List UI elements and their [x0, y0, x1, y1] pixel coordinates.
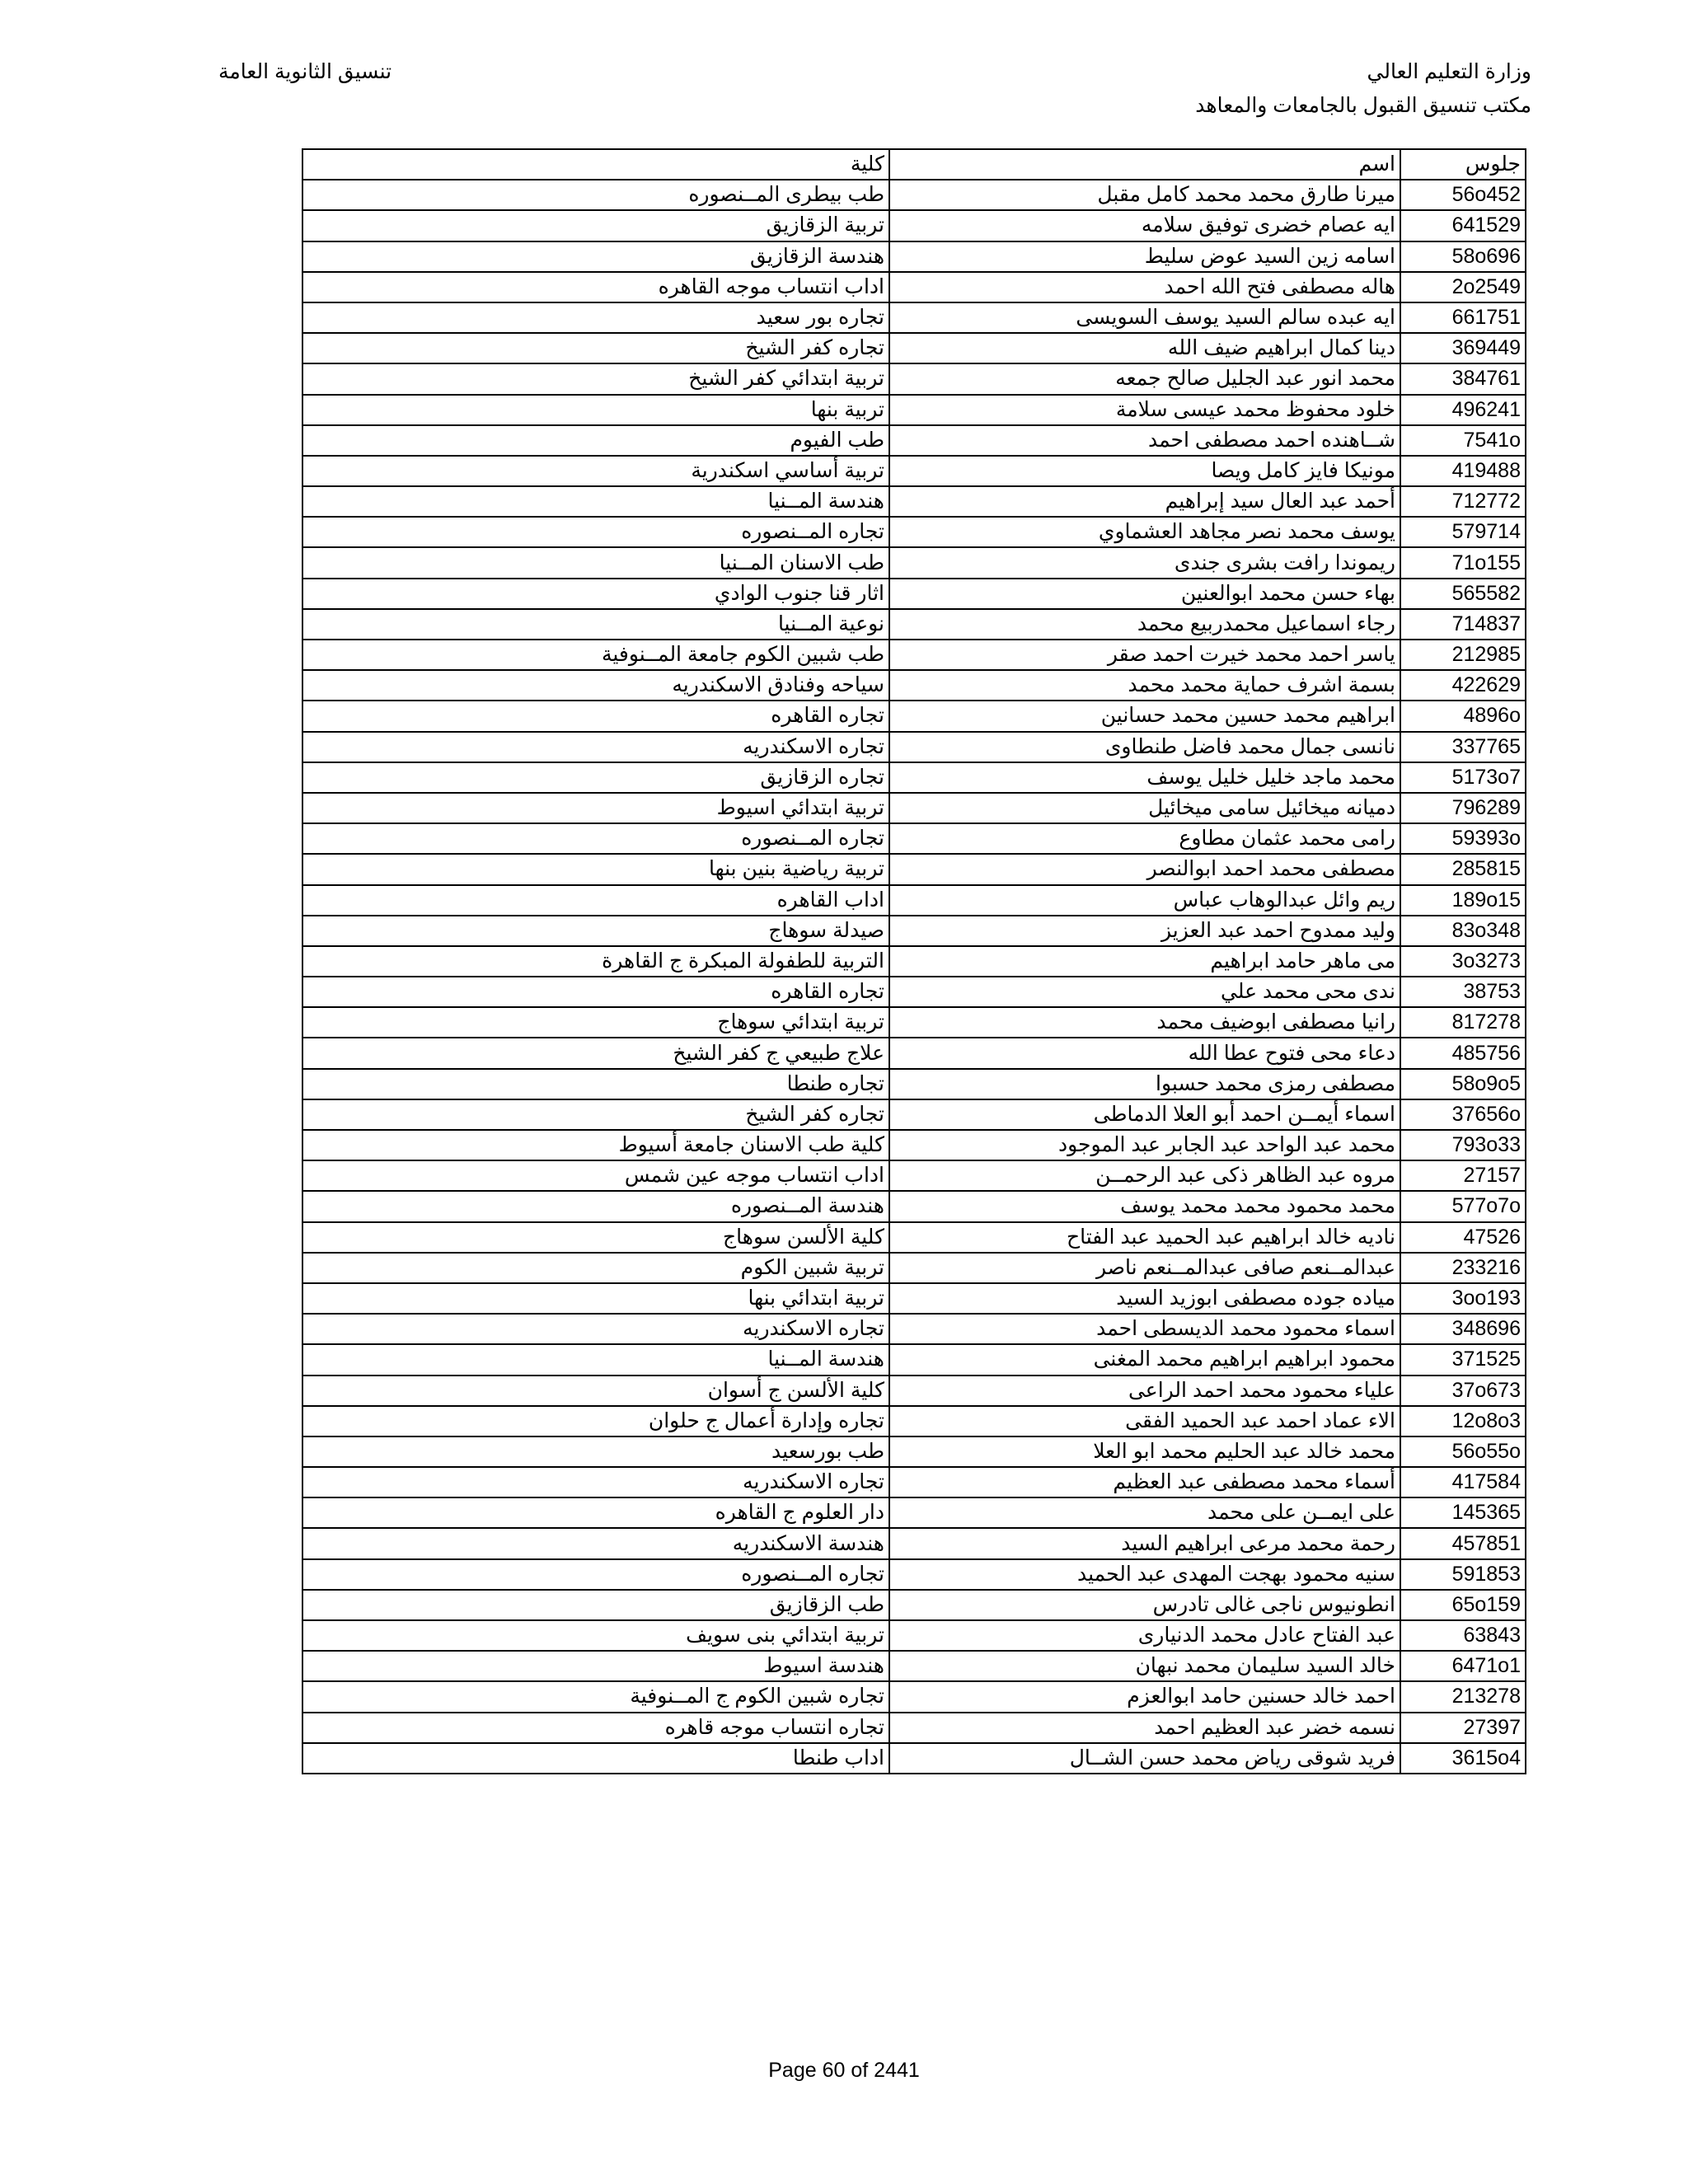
- college-cell: تجاره الاسكندريه: [302, 1467, 889, 1497]
- table-row: [302, 395, 1526, 425]
- name-cell: وليد ممدوح احمد عبد العزيز: [889, 916, 1400, 946]
- name-cell: على ايمــن على محمد: [889, 1497, 1400, 1528]
- name-cell: خلود محفوظ محمد عيسى سلامة: [889, 395, 1400, 425]
- name-cell: احمد خالد حسنين حامد ابوالعزم: [889, 1681, 1400, 1712]
- table-row: [302, 609, 1526, 640]
- seat-cell: 4896o: [1400, 701, 1526, 731]
- college-cell: تربية ابتدائي سوهاج: [302, 1007, 889, 1038]
- table-row: [302, 425, 1526, 456]
- name-cell: سنيه محمود بهجت المهدى عبد الحميد: [889, 1559, 1400, 1590]
- name-cell: نسمه خضر عبد العظيم احمد: [889, 1713, 1400, 1743]
- seat-cell: 3615o4: [1400, 1743, 1526, 1774]
- name-cell: محمد عبد الواحد عبد الجابر عبد الموجود: [889, 1130, 1400, 1160]
- college-cell: طب بورسعيد: [302, 1436, 889, 1467]
- name-cell: محمد ماجد خليل خليل يوسف: [889, 762, 1400, 793]
- seat-cell: 189o15: [1400, 885, 1526, 916]
- seat-cell: 37656o: [1400, 1099, 1526, 1130]
- college-cell: هندسة اسيوط: [302, 1651, 889, 1681]
- seat-cell: 661751: [1400, 302, 1526, 333]
- table-row: [302, 640, 1526, 670]
- table-row: [302, 1160, 1526, 1191]
- college-cell: تربية ابتدائي كفر الشيخ: [302, 363, 889, 394]
- college-cell: طب الاسنان المــنيا: [302, 547, 889, 578]
- seat-cell: 233216: [1400, 1253, 1526, 1283]
- college-cell: طب الزقازيق: [302, 1590, 889, 1620]
- college-cell: هندسة المــنصوره: [302, 1191, 889, 1221]
- seat-cell: 712772: [1400, 486, 1526, 517]
- seat-cell: 285815: [1400, 854, 1526, 884]
- seat-cell: 348696: [1400, 1314, 1526, 1344]
- seat-cell: 369449: [1400, 333, 1526, 363]
- seat-cell: 419488: [1400, 456, 1526, 486]
- table-row: [302, 1590, 1526, 1620]
- table-row: [302, 823, 1526, 854]
- office-title: مكتب تنسيق القبول بالجامعات والمعاهد: [1195, 94, 1531, 117]
- name-cell: ميرنا طارق محمد محمد كامل مقبل: [889, 180, 1400, 210]
- table-row: [302, 732, 1526, 762]
- college-cell: تربية الزقازيق: [302, 210, 889, 241]
- college-cell: تربية ابتدائي بنها: [302, 1283, 889, 1314]
- name-cell: مصطفى رمزى محمد حسبوا: [889, 1069, 1400, 1099]
- seat-cell: 59393o: [1400, 823, 1526, 854]
- seat-cell: 579714: [1400, 517, 1526, 547]
- seat-cell: 565582: [1400, 579, 1526, 609]
- college-cell: نوعية المــنيا: [302, 609, 889, 640]
- college-cell: سياحه وفنادق الاسكندريه: [302, 670, 889, 701]
- name-cell: ابراهيم محمد حسين محمد حسانين: [889, 701, 1400, 731]
- name-cell: خالد السيد سليمان محمد نبهان: [889, 1651, 1400, 1681]
- seat-cell: 3o3273: [1400, 946, 1526, 977]
- college-cell: كلية الألسن سوهاج: [302, 1222, 889, 1253]
- name-cell: مصطفى محمد احمد ابوالنصر: [889, 854, 1400, 884]
- table-row: [302, 180, 1526, 210]
- name-cell: دعاء محى فتوح عطا الله: [889, 1038, 1400, 1068]
- name-cell: فريد شوقى رياض محمد حسن الشــال: [889, 1743, 1400, 1774]
- name-cell: أسماء محمد مصطفى عبد العظيم: [889, 1467, 1400, 1497]
- name-cell: مروه عبد الظاهر ذكى عبد الرحمــن: [889, 1160, 1400, 1191]
- table-row: [302, 1497, 1526, 1528]
- seat-cell: 591853: [1400, 1559, 1526, 1590]
- seat-cell: 71o155: [1400, 547, 1526, 578]
- seat-cell: 212985: [1400, 640, 1526, 670]
- table-row: [302, 1069, 1526, 1099]
- table-row: [302, 1191, 1526, 1221]
- college-cell: دار العلوم ج القاهره: [302, 1497, 889, 1528]
- seat-cell: 417584: [1400, 1467, 1526, 1497]
- college-cell: هندسة الزقازيق: [302, 241, 889, 272]
- table-row: [302, 946, 1526, 977]
- table-row: [302, 1038, 1526, 1068]
- seat-cell: 457851: [1400, 1528, 1526, 1558]
- college-cell: تجاره شبين الكوم ج المــنوفية: [302, 1681, 889, 1712]
- table-row: [302, 762, 1526, 793]
- table-row: [302, 1253, 1526, 1283]
- seat-cell: 6471o1: [1400, 1651, 1526, 1681]
- seat-column-header: جلوس: [1400, 149, 1526, 180]
- table-row: [302, 1467, 1526, 1497]
- name-cell: انطونيوس ناجى غالى تادرس: [889, 1590, 1400, 1620]
- seat-cell: 793o33: [1400, 1130, 1526, 1160]
- seat-cell: 371525: [1400, 1344, 1526, 1375]
- name-cell: بهاء حسن محمد ابوالعنين: [889, 579, 1400, 609]
- name-cell: دينا كمال ابراهيم ضيف الله: [889, 333, 1400, 363]
- table-row: [302, 1528, 1526, 1558]
- name-cell: اسامه زين السيد عوض سليط: [889, 241, 1400, 272]
- table-body: [302, 180, 1526, 1774]
- college-column-header: كلية: [302, 149, 889, 180]
- name-column-header: اسم: [889, 149, 1400, 180]
- name-cell: اسماء محمود محمد الديسطى احمد: [889, 1314, 1400, 1344]
- college-cell: تجاره المــنصوره: [302, 823, 889, 854]
- college-cell: تجاره المــنصوره: [302, 1559, 889, 1590]
- seat-cell: 817278: [1400, 1007, 1526, 1038]
- seat-cell: 27397: [1400, 1713, 1526, 1743]
- table-row: [302, 363, 1526, 394]
- table-row: [302, 1651, 1526, 1681]
- college-cell: تجاره القاهره: [302, 977, 889, 1007]
- college-cell: تربية ابتدائي اسيوط: [302, 793, 889, 823]
- seat-cell: 27157: [1400, 1160, 1526, 1191]
- table-row: [302, 333, 1526, 363]
- name-cell: شــاهنده احمد مصطفى احمد: [889, 425, 1400, 456]
- name-cell: بسمة اشرف حماية محمد محمد: [889, 670, 1400, 701]
- name-cell: ناديه خالد ابراهيم عبد الحميد عبد الفتاح: [889, 1222, 1400, 1253]
- college-cell: تربية بنها: [302, 395, 889, 425]
- seat-cell: 796289: [1400, 793, 1526, 823]
- seat-cell: 37o673: [1400, 1376, 1526, 1406]
- name-cell: اسماء أيمــن احمد أبو العلا الدماطى: [889, 1099, 1400, 1130]
- table-row: [302, 486, 1526, 517]
- seat-cell: 641529: [1400, 210, 1526, 241]
- seat-cell: 58o696: [1400, 241, 1526, 272]
- name-cell: ريم وائل عبدالوهاب عباس: [889, 885, 1400, 916]
- seat-cell: 56o452: [1400, 180, 1526, 210]
- college-cell: تجاره وإدارة أعمال ج حلوان: [302, 1406, 889, 1436]
- seat-cell: 65o159: [1400, 1590, 1526, 1620]
- college-cell: هندسة المــنيا: [302, 486, 889, 517]
- page-number: Page 60 of 2441: [768, 2059, 920, 2082]
- college-cell: طب بيطرى المــنصوره: [302, 180, 889, 210]
- table-row: [302, 793, 1526, 823]
- table-header-row: [302, 149, 1526, 180]
- seat-cell: 496241: [1400, 395, 1526, 425]
- seat-cell: 145365: [1400, 1497, 1526, 1528]
- seat-cell: 5173o7: [1400, 762, 1526, 793]
- name-cell: ياسر احمد محمد خيرت احمد صقر: [889, 640, 1400, 670]
- table-row: [302, 1681, 1526, 1712]
- college-cell: اداب القاهره: [302, 885, 889, 916]
- name-cell: مونيكا فايز كامل ويصا: [889, 456, 1400, 486]
- name-cell: رجاء اسماعيل محمدربيع محمد: [889, 609, 1400, 640]
- table-row: [302, 916, 1526, 946]
- table-row: [302, 1099, 1526, 1130]
- name-cell: محمد خالد عبد الحليم محمد ابو العلا: [889, 1436, 1400, 1467]
- seat-cell: 714837: [1400, 609, 1526, 640]
- admissions-table: [302, 148, 1526, 1774]
- table-row: [302, 547, 1526, 578]
- table-row: [302, 210, 1526, 241]
- college-cell: تجاره المــنصوره: [302, 517, 889, 547]
- table-row: [302, 579, 1526, 609]
- table-row: [302, 517, 1526, 547]
- college-cell: تجاره انتساب موجه قاهره: [302, 1713, 889, 1743]
- table-row: [302, 1436, 1526, 1467]
- college-cell: تجاره بور سعيد: [302, 302, 889, 333]
- table-row: [302, 701, 1526, 731]
- seat-cell: 337765: [1400, 732, 1526, 762]
- college-cell: تجاره كفر الشيخ: [302, 333, 889, 363]
- name-cell: ندى محى محمد علي: [889, 977, 1400, 1007]
- name-cell: مياده جوده مصطفى ابوزيد السيد: [889, 1283, 1400, 1314]
- table-row: [302, 670, 1526, 701]
- name-cell: دميانه ميخائيل سامى ميخائيل: [889, 793, 1400, 823]
- college-cell: هندسة الاسكندريه: [302, 1528, 889, 1558]
- seat-cell: 577o7o: [1400, 1191, 1526, 1221]
- table-row: [302, 1406, 1526, 1436]
- name-cell: الاء عماد احمد عبد الحميد الفقى: [889, 1406, 1400, 1436]
- college-cell: تجاره كفر الشيخ: [302, 1099, 889, 1130]
- college-cell: اداب انتساب موجه القاهره: [302, 272, 889, 302]
- seat-cell: 7541o: [1400, 425, 1526, 456]
- name-cell: هاله مصطفى فتح الله احمد: [889, 272, 1400, 302]
- college-cell: كلية طب الاسنان جامعة أسيوط: [302, 1130, 889, 1160]
- college-cell: اداب طنطا: [302, 1743, 889, 1774]
- college-cell: علاج طبيعي ج كفر الشيخ: [302, 1038, 889, 1068]
- table-row: [302, 1283, 1526, 1314]
- seat-cell: 213278: [1400, 1681, 1526, 1712]
- table-row: [302, 241, 1526, 272]
- table-row: [302, 1130, 1526, 1160]
- table-row: [302, 302, 1526, 333]
- seat-cell: 3oo193: [1400, 1283, 1526, 1314]
- name-cell: يوسف محمد نصر مجاهد العشماوي: [889, 517, 1400, 547]
- name-cell: ايه عبده سالم السيد يوسف السويسى: [889, 302, 1400, 333]
- seat-cell: 12o8o3: [1400, 1406, 1526, 1436]
- table-row: [302, 1743, 1526, 1774]
- name-cell: عبد الفتاح عادل محمد الدنيارى: [889, 1620, 1400, 1651]
- table-row: [302, 1559, 1526, 1590]
- name-cell: رامى محمد عثمان مطاوع: [889, 823, 1400, 854]
- seat-cell: 422629: [1400, 670, 1526, 701]
- college-cell: تربية شبين الكوم: [302, 1253, 889, 1283]
- college-cell: هندسة المــنيا: [302, 1344, 889, 1375]
- college-cell: تجاره طنطا: [302, 1069, 889, 1099]
- ministry-title: وزارة التعليم العالي: [1367, 60, 1531, 83]
- table-row: [302, 272, 1526, 302]
- table-row: [302, 885, 1526, 916]
- name-cell: رحمة محمد مرعى ابراهيم السيد: [889, 1528, 1400, 1558]
- table-row: [302, 456, 1526, 486]
- table-row: [302, 1314, 1526, 1344]
- college-cell: تجاره الاسكندريه: [302, 732, 889, 762]
- college-cell: اداب انتساب موجه عين شمس: [302, 1160, 889, 1191]
- coordination-title: تنسيق الثانوية العامة: [218, 60, 392, 83]
- college-cell: صيدلة سوهاج: [302, 916, 889, 946]
- seat-cell: 63843: [1400, 1620, 1526, 1651]
- seat-cell: 2o2549: [1400, 272, 1526, 302]
- table-row: [302, 1620, 1526, 1651]
- college-cell: كلية الألسن ج أسوان: [302, 1376, 889, 1406]
- seat-cell: 485756: [1400, 1038, 1526, 1068]
- table-row: [302, 1376, 1526, 1406]
- name-cell: رانيا مصطفى ابوضيف محمد: [889, 1007, 1400, 1038]
- college-cell: تربية أساسي اسكندرية: [302, 456, 889, 486]
- table-row: [302, 977, 1526, 1007]
- college-cell: تربية ابتدائي بنى سويف: [302, 1620, 889, 1651]
- name-cell: مى ماهر حامد ابراهيم: [889, 946, 1400, 977]
- college-cell: طب شبين الكوم جامعة المــنوفية: [302, 640, 889, 670]
- college-cell: تربية رياضية بنين بنها: [302, 854, 889, 884]
- college-cell: التربية للطفولة المبكرة ج القاهرة: [302, 946, 889, 977]
- table-row: [302, 1007, 1526, 1038]
- seat-cell: 58o9o5: [1400, 1069, 1526, 1099]
- seat-cell: 384761: [1400, 363, 1526, 394]
- name-cell: محمد انور عبد الجليل صالح جمعه: [889, 363, 1400, 394]
- seat-cell: 47526: [1400, 1222, 1526, 1253]
- name-cell: ايه عصام خضرى توفيق سلامه: [889, 210, 1400, 241]
- name-cell: محمود ابراهيم ابراهيم محمد المغنى: [889, 1344, 1400, 1375]
- college-cell: تجاره القاهره: [302, 701, 889, 731]
- college-cell: طب الفيوم: [302, 425, 889, 456]
- name-cell: أحمد عبد العال سيد إبراهيم: [889, 486, 1400, 517]
- table-row: [302, 1713, 1526, 1743]
- name-cell: محمد محمود محمد محمد يوسف: [889, 1191, 1400, 1221]
- seat-cell: 38753: [1400, 977, 1526, 1007]
- name-cell: نانسى جمال محمد فاضل طنطاوى: [889, 732, 1400, 762]
- table-row: [302, 854, 1526, 884]
- table-row: [302, 1344, 1526, 1375]
- name-cell: علياء محمود محمد احمد الراعى: [889, 1376, 1400, 1406]
- seat-cell: 56o55o: [1400, 1436, 1526, 1467]
- name-cell: ريموندا رافت بشرى جندى: [889, 547, 1400, 578]
- table-row: [302, 1222, 1526, 1253]
- college-cell: اثار قنا جنوب الوادي: [302, 579, 889, 609]
- seat-cell: 83o348: [1400, 916, 1526, 946]
- name-cell: عبدالمــنعم صافى عبدالمــنعم ناصر: [889, 1253, 1400, 1283]
- college-cell: تجاره الزقازيق: [302, 762, 889, 793]
- college-cell: تجاره الاسكندريه: [302, 1314, 889, 1344]
